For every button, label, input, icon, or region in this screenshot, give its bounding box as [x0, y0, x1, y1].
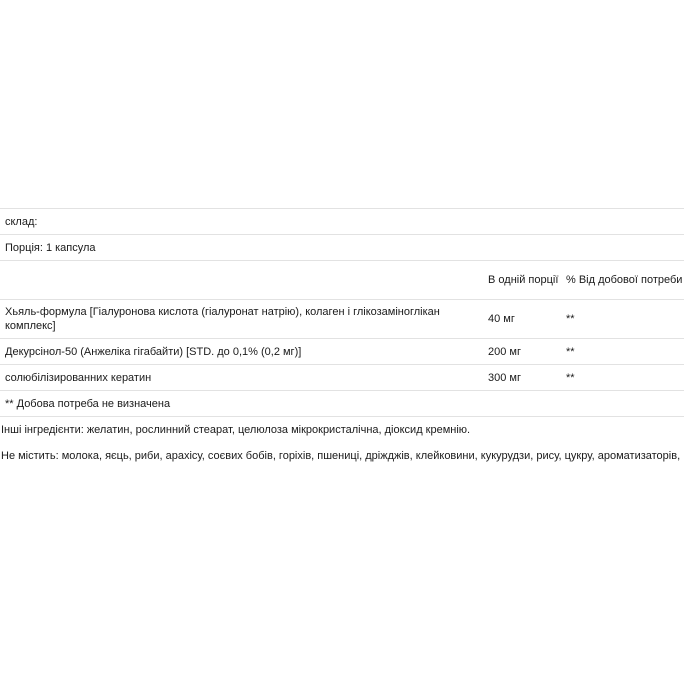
ingredient-name: солюбілізированних кератин — [0, 365, 488, 391]
table-row — [0, 300, 684, 339]
column-header-name — [0, 261, 488, 300]
footnote-row — [0, 391, 684, 417]
ingredient-name: Хьяль-формула [Гіалуронова кислота (гіалуронат натрію), колаген і глікозаміноглікан комплекс] — [0, 300, 488, 339]
column-header-daily-value: % Від добової потреби — [566, 261, 684, 300]
facts-header-row — [0, 209, 684, 235]
ingredient-amount: 40 мг — [488, 300, 566, 339]
facts-header: склад: — [0, 209, 684, 235]
footnote: ** Добова потреба не визначена — [0, 391, 684, 417]
column-header-row — [0, 261, 684, 300]
ingredient-amount: 200 мг — [488, 339, 566, 365]
serving-size: Порція: 1 капсула — [0, 235, 684, 261]
ingredient-amount: 300 мг — [488, 365, 566, 391]
ingredient-daily-value: ** — [566, 339, 684, 365]
other-ingredients: Інші інгредієнти: желатин, рослинний стеарат, целюлоза мікрокристалічна, діоксид кремнію. — [1, 424, 471, 436]
table-row — [0, 365, 684, 391]
ingredient-name: Декурсінол-50 (Анжеліка гігабайти) [STD. до 0,1% (0,2 мг)] — [0, 339, 488, 365]
ingredient-daily-value: ** — [566, 300, 684, 339]
supplement-facts-table — [0, 208, 684, 417]
column-header-amount: В одній порції — [488, 261, 566, 300]
table-row — [0, 339, 684, 365]
serving-row — [0, 235, 684, 261]
ingredient-daily-value: ** — [566, 365, 684, 391]
allergen-statement: Не містить: молока, яєць, риби, арахісу, соєвих бобів, горіхів, пшениці, дріжджів, клейковини, кукурудзи, рису, цукру, ароматизаторів, — [1, 450, 681, 462]
